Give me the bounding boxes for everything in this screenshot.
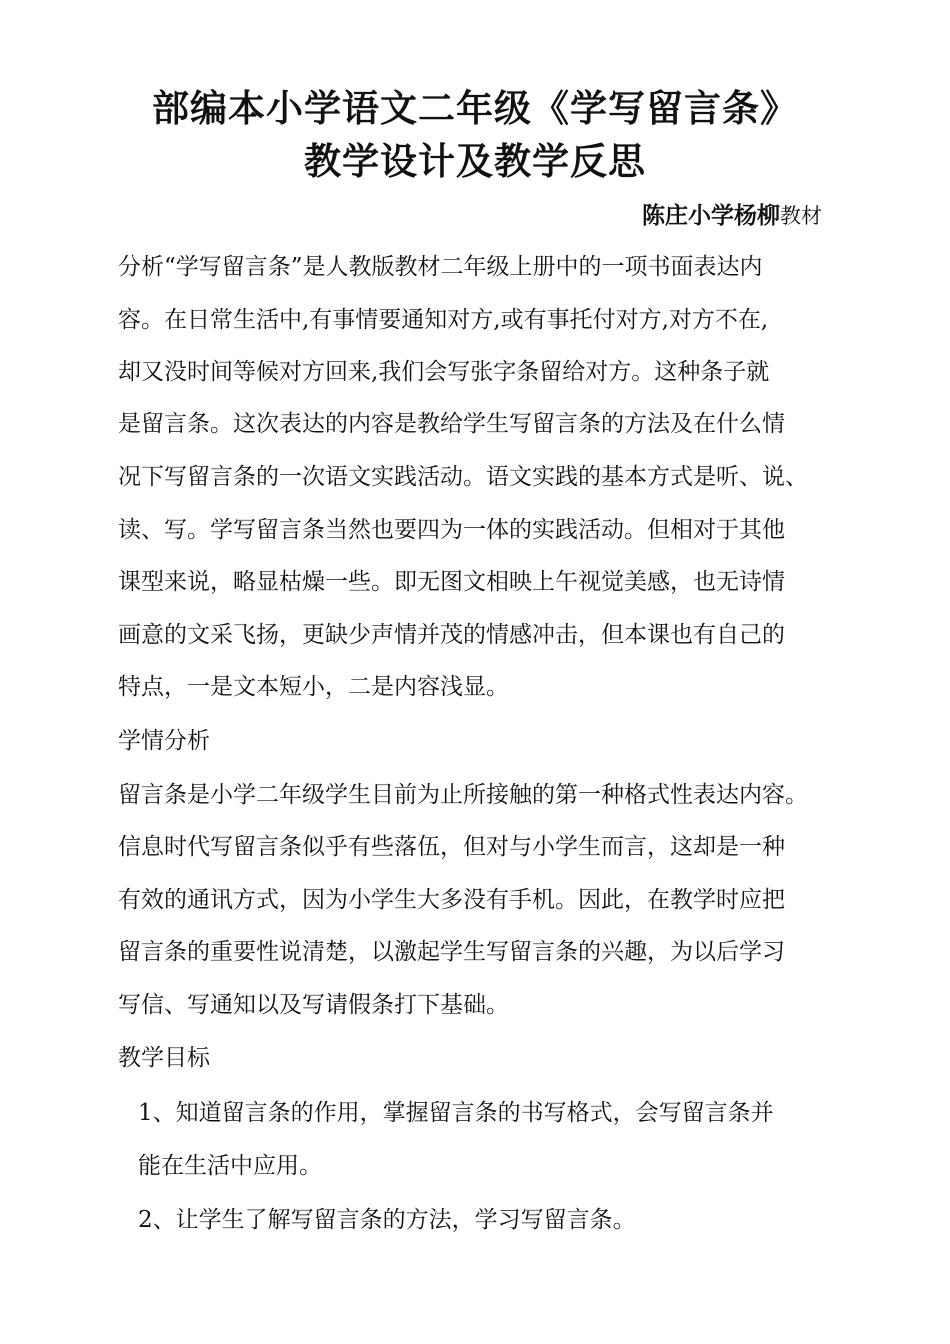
paragraph-line: 信息时代写留言条似乎有些落伍，但对与小学生而言，这却是一种 [118, 834, 785, 860]
paragraph-line: 画意的文采飞扬，更缺少声情并茂的情感冲击，但本课也有自己的 [118, 622, 785, 648]
paragraph-line: 容。在日常生活中,有事情要通知对方,或有事托付对方,对方不在, [118, 307, 769, 333]
paragraph-line: 课型来说，略显枯燥一些。即无图文相映上午视觉美感，也无诗情 [118, 569, 785, 595]
paragraph-line: 是留言条。这次表达的内容是教给学生写留言条的方法及在什么情 [118, 411, 785, 437]
paragraph-line: 写信、写通知以及写请假条打下基础。 [118, 992, 509, 1018]
paragraph-line: 读、写。学写留言条当然也要四为一体的实践活动。但相对于其他 [118, 517, 785, 543]
goal-item: 2、让学生了解写留言条的方法，学习写留言条。 [138, 1207, 636, 1233]
paragraph-line: 况下写留言条的一次语文实践活动。语文实践的基本方式是听、说、 [118, 464, 808, 490]
paragraph-line: 却又没时间等候对方回来,我们会写张字条留给对方。这种条子就 [118, 359, 770, 385]
author-tail: 教材 [780, 204, 822, 228]
author-name: 陈庄小学杨柳 [642, 203, 780, 229]
section-heading-teaching-goals: 教学目标 [118, 1045, 210, 1071]
goal-item-continued: 能在生活中应用。 [138, 1153, 322, 1179]
document-title-line-1: 部编本小学语文二年级《学写留言条》 [152, 87, 798, 130]
paragraph-line: 留言条是小学二年级学生目前为止所接触的第一种格式性表达内容。 [118, 782, 808, 808]
goal-item: 1、知道留言条的作用，掌握留言条的书写格式，会写留言条并 [138, 1100, 774, 1126]
paragraph-line: 分析“学写留言条”是人教版教材二年级上册中的一项书面表达内 [118, 254, 763, 280]
paragraph-line: 有效的通讯方式，因为小学生大多没有手机。因此，在教学时应把 [118, 887, 785, 913]
paragraph-line: 特点，一是文本短小，二是内容浅显。 [118, 674, 509, 700]
author-line [642, 197, 822, 230]
document-title-line-2: 教学设计及教学反思 [304, 140, 646, 183]
section-heading-learning-analysis: 学情分析 [118, 728, 210, 754]
paragraph-line: 留言条的重要性说清楚，以激起学生写留言条的兴趣，为以后学习 [118, 939, 785, 965]
